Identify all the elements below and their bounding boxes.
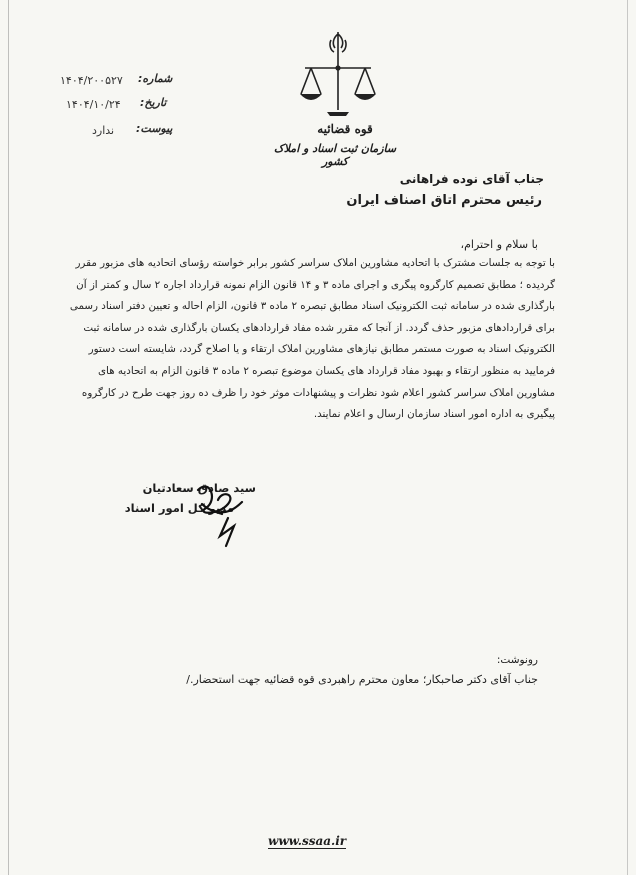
signatory-title: مدیر کل امور اسناد: [124, 501, 234, 515]
handwritten-signature-icon: [188, 470, 268, 550]
body-line: برای قراردادهای مزبور حذف گردد. از آنجا که مقرر شده مفاد قراردادهای یکسان بارگذاری شده در سامانه ثبت: [83, 321, 555, 334]
number-value: ۱۴۰۴/۲۰۰۵۲۷: [60, 74, 123, 87]
attachment-value: ندارد: [92, 124, 115, 137]
body-line: گردیده ؛ مطابق تصمیم کارگروه پیگری و اجرای ماده ۳ و ۱۴ قانون الزام نمونه قرارداد اجاره ۲ سال و کمتر از آن: [76, 278, 555, 291]
date-value: ۱۴۰۴/۱۰/۲۴: [66, 98, 121, 111]
org-name-registry: سازمان ثبت اسناد و املاک کشور: [273, 142, 397, 168]
number-label: شماره:: [138, 72, 173, 85]
recipient-title: رئیس محترم اتاق اصناف ایران: [346, 193, 542, 208]
body-line: الکترونیک اسناد به صورت مستمر مطابق نیازهای مشاورین املاک ارتقاء و یا اصلاح گردد، شایسته است دستور: [88, 343, 555, 356]
scan-edge-right: [627, 0, 628, 875]
footer-website: www.ssaa.ir: [268, 834, 347, 848]
scan-edge-left: [8, 0, 9, 875]
body-line: مشاورین املاک سراسر کشور اعلام شود نظرات و پیشنهادات موثر خود را ظرف ده روز جهت طرح در کارگروه: [81, 386, 555, 399]
body-line: فرمایید به منظور ارتقاء و بهبود مفاد قرارداد های یکسان موضوع تبصره ۲ ماده ۳ قانون الزام به اتحادیه های: [98, 364, 555, 377]
cc-label: رونوشت:: [496, 654, 538, 666]
cc-recipient-line: جناب آقای دکتر صاحبکار؛ معاون محترم راهبردی قوه قضائیه جهت استحضار./: [186, 673, 538, 686]
letter-body: [58, 253, 555, 426]
body-line: پیگیری به اداره امور اسناد سازمان ارسال و اعلام نمایند.: [313, 408, 555, 421]
attachment-label: پیوست:: [136, 122, 173, 135]
body-line: بارگذاری شده در سامانه ثبت الکترونیک اسناد مطابق تبصره ۲ ماده ۳ قانون، الزام احاله و تعیین دفتر اسناد رسمی: [69, 300, 555, 313]
recipient-name: جناب آقای نوده فراهانی: [399, 172, 544, 186]
judiciary-emblem-icon: [297, 28, 379, 128]
date-label: تاریخ:: [140, 96, 167, 109]
body-line: با توجه به جلسات مشترک با اتحادیه مشاورین املاک سراسر کشور برابر خواسته رؤسای اتحادیه های مزبور مقرر: [75, 257, 555, 269]
salutation: با سلام و احترام،: [460, 238, 538, 251]
org-name-judiciary: قوه قضائیه: [317, 122, 373, 136]
signatory-name: سید صادق سعادتیان: [142, 481, 256, 495]
